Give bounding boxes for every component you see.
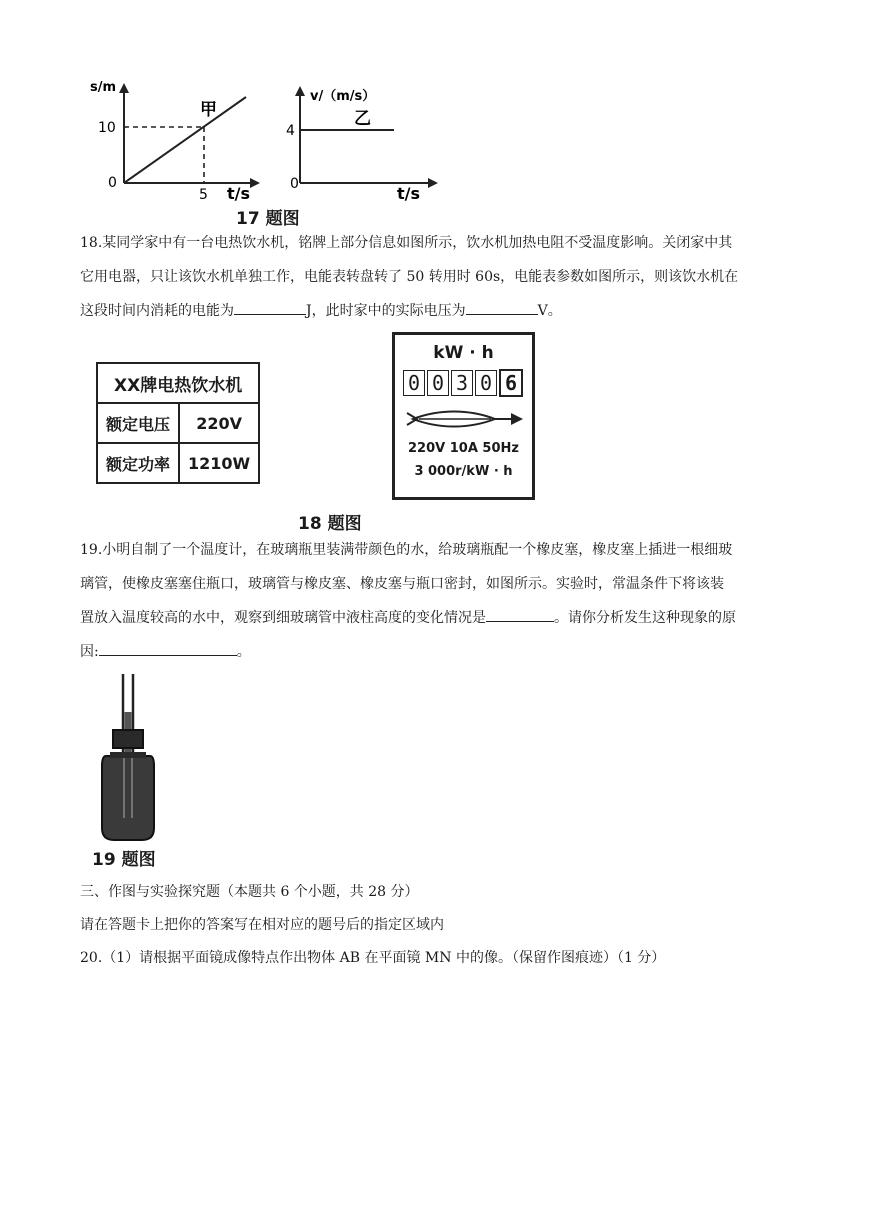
q19-line-1: 19.小明自制了一个温度计，在玻璃瓶里装满带颜色的水，给玻璃瓶配一个橡皮塞，橡皮塞上插进一根细玻 bbox=[80, 542, 733, 558]
q19-text bbox=[80, 533, 792, 669]
q19-blank-reason[interactable] bbox=[99, 641, 237, 656]
meter-disc-arrow-icon bbox=[399, 405, 529, 433]
meter-spec: 220V 10A 50Hz bbox=[408, 441, 519, 456]
meter-digit: 3 bbox=[451, 370, 473, 396]
q17-graph-yi bbox=[282, 78, 452, 205]
meter-digit: 0 bbox=[403, 370, 425, 396]
q19-line-2: 璃管，使橡皮塞塞住瓶口，玻璃管与橡皮塞、橡皮塞与瓶口密封，如图所示。实验时，常温条件下将该装 bbox=[80, 576, 724, 592]
q17-yi-origin: 0 bbox=[290, 176, 299, 192]
q18-caption: 18 题图 bbox=[298, 514, 362, 534]
q17-jia-y-tick: 10 bbox=[98, 120, 116, 136]
q17-jia-origin: 0 bbox=[108, 175, 117, 191]
section3-heading: 三、作图与实验探究题（本题共 6 个小题，共 28 分） bbox=[80, 884, 419, 900]
q19-thermometer-bottle bbox=[96, 672, 166, 844]
nameplate-value-voltage: 220V bbox=[179, 403, 259, 443]
q17-caption: 17 题图 bbox=[236, 209, 300, 229]
q19-line-4: 因: 。 bbox=[80, 635, 792, 669]
q18-energy-meter bbox=[392, 332, 535, 500]
meter-digit: 0 bbox=[475, 370, 497, 396]
nameplate-value-power: 1210W bbox=[179, 443, 259, 483]
q17-yi-x-label: t/s bbox=[397, 184, 421, 203]
meter-digit-decimal: 6 bbox=[499, 369, 523, 397]
q18-line-2: 它用电器，只让该饮水机单独工作，电能表转盘转了 50 转用时 60s，电能表参数如图所示，则该饮水机在 bbox=[80, 269, 739, 285]
q17-graph-jia bbox=[82, 75, 262, 205]
q19-blank-change[interactable] bbox=[486, 607, 554, 622]
q18-line-1: 18.某同学家中有一台电热饮水机，铭牌上部分信息如图所示，饮水机加热电阻不受温度影响。关闭家中其 bbox=[80, 235, 733, 251]
nameplate-title: XX牌电热饮水机 bbox=[97, 363, 259, 403]
nameplate-label-power: 额定功率 bbox=[97, 443, 179, 483]
q17-jia-y-label: s/m bbox=[90, 80, 117, 95]
q17-jia-x-label: t/s bbox=[227, 184, 251, 203]
q19-line-3: 置放入温度较高的水中，观察到细玻璃管中液柱高度的变化情况是 。请你分析发生这种现象的原 bbox=[80, 601, 792, 635]
nameplate-label-voltage: 额定电压 bbox=[97, 403, 179, 443]
q18-blank-energy[interactable] bbox=[234, 300, 306, 315]
meter-constant: 3 000r/kW · h bbox=[414, 464, 513, 479]
meter-digits bbox=[403, 369, 532, 397]
q17-yi-y-tick: 4 bbox=[286, 123, 295, 139]
q17-yi-curve-label: 乙 bbox=[354, 109, 371, 129]
q19-caption: 19 题图 bbox=[92, 850, 156, 870]
q18-nameplate bbox=[96, 362, 260, 484]
meter-unit: kW · h bbox=[433, 343, 494, 363]
q17-yi-y-label: v/（m/s） bbox=[310, 89, 376, 104]
meter-digit: 0 bbox=[427, 370, 449, 396]
q18-line-3: 这段时间内消耗的电能为 J，此时家中的实际电压为 V。 bbox=[80, 294, 792, 328]
q18-blank-voltage[interactable] bbox=[466, 300, 538, 315]
q17-jia-curve-label: 甲 bbox=[200, 100, 217, 120]
q17-jia-x-tick: 5 bbox=[199, 187, 208, 203]
section3-instruction: 请在答题卡上把你的答案写在相对应的题号后的指定区域内 bbox=[80, 917, 444, 933]
q18-text bbox=[80, 226, 792, 328]
q20-text: 20.（1）请根据平面镜成像特点作出物体 AB 在平面镜 MN 中的像。（保留作图痕迹）（1 分） bbox=[80, 950, 666, 966]
